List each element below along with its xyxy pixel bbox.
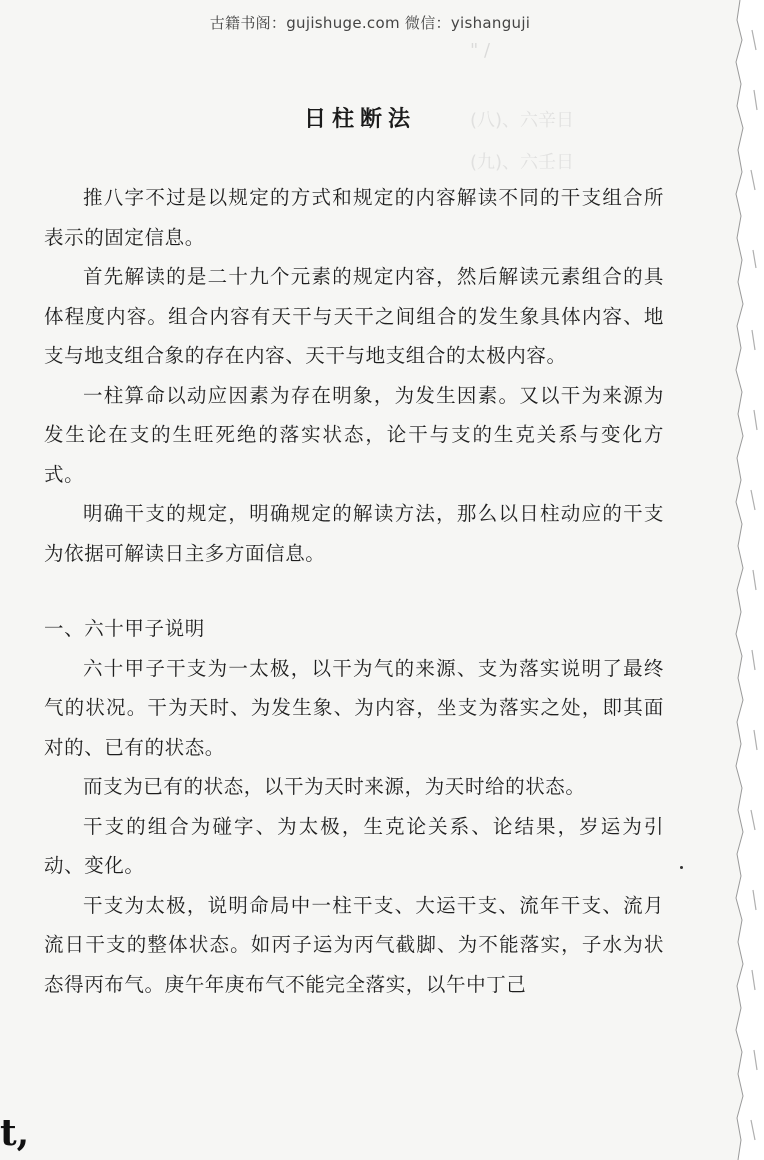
paragraph: 明确干支的规定，明确规定的解读方法，那么以日柱动应的干支为依据可解读日主多方面信息。 (44, 502, 664, 565)
paragraph: 推八字不过是以规定的方式和规定的内容解读不同的干支组合所表示的固定信息。 (44, 186, 664, 249)
scan-speck (680, 866, 683, 869)
bleed-line: (八)、六辛日 (470, 110, 575, 131)
paragraph: 六十甲子干支为一太极，以干为气的来源、支为落实说明了最终气的状况。干为天时、为发生象、为内容，坐支为落实之处，即其面对的、已有的状态。 (44, 656, 664, 759)
page-title: 日柱断法 (303, 107, 416, 132)
paragraph: 干支为太极，说明命局中一柱干支、大运干支、流年干支、流月流日干支的整体状态。如丙子运为丙气截脚、为不能落实，子水为状态得丙布气。庚午年庚布气不能完全落实，以午中丁己 (44, 893, 664, 996)
paragraph: 一柱算命以动应因素为存在明象，为发生因素。又以干为来源为发生论在支的生旺死绝的落实状态，论干与支的生克关系与变化方式。 (44, 383, 664, 486)
paragraph: 而支为已有的状态，以干为天时来源，为天时给的状态。 (83, 775, 586, 798)
bleed-through-marks: " / (470, 40, 491, 61)
torn-page-edge (734, 0, 764, 1160)
body-text (44, 178, 664, 1004)
torn-edge-shape (734, 0, 764, 1160)
bleed-line: (九)、六壬日 (470, 152, 575, 173)
margin-handwriting: t, (0, 1112, 30, 1154)
paragraph: 干支的组合为碰字、为太极，生克论关系、论结果，岁运为引动、变化。 (44, 814, 664, 877)
section-heading: 一、六十甲子说明 (44, 617, 205, 640)
paragraph: 首先解读的是二十九个元素的规定内容，然后解读元素组合的具体程度内容。组合内容有天干与天干之间组合的发生象具体内容、地支与地支组合象的存在内容、天干与地支组合的太极内容。 (44, 265, 664, 367)
watermark-text: 古籍书阁：gujishuge.com 微信：yishanguji (209, 14, 531, 32)
